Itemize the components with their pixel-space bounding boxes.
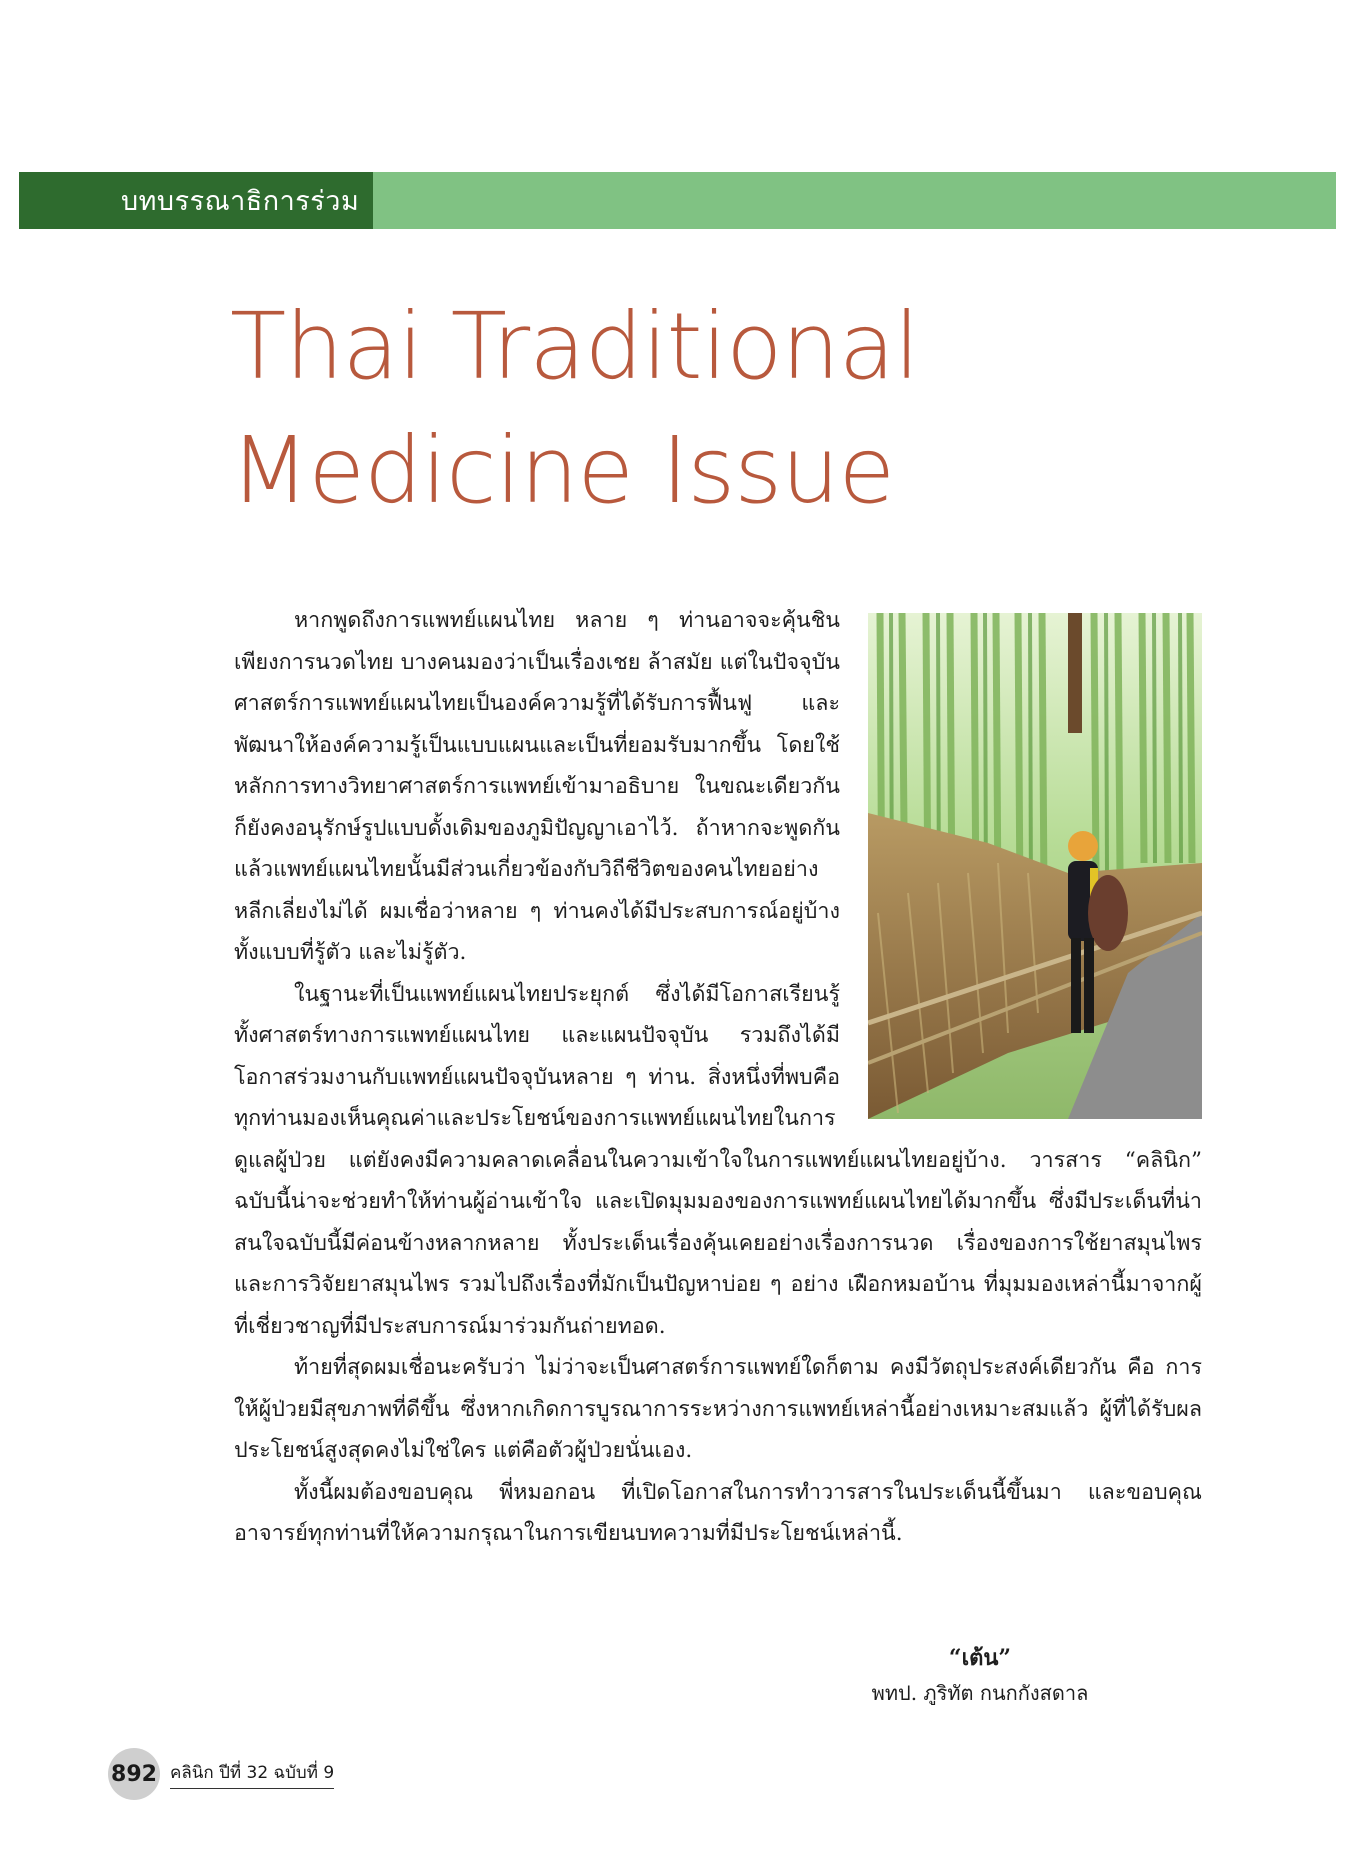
page-number: 892 xyxy=(108,1748,160,1800)
article-body xyxy=(234,600,1202,1555)
journal-info: คลินิก ปีที่ 32 ฉบับที่ 9 xyxy=(170,1759,334,1789)
section-header-bar xyxy=(19,172,1336,229)
article-paragraph: ในฐานะที่เป็นแพทย์แผนไทยประยุกต์ ซึ่งได้มีโอกาสเรียนรู้ทั้งศาสตร์ทางการแพทย์แผนไทย และแผนปัจจุบัน รวมถึงได้มีโอกาสร่วมงานกับแพทย์แผนปัจจุบันหลาย ๆ ท่าน. สิ่งหนึ่งที่พบคือ ทุกท่านมองเห็นคุณค่าและประโยชน์ของการแพทย์แผนไทยในการดูแลผู้ป่วย แต่ยังคงมีความคลาดเคลื่อนในความเข้าใจในการแพทย์แผนไทยอยู่บ้าง. วารสาร “คลินิก” ฉบับนี้น่าจะช่วยทำให้ท่านผู้อ่านเข้าใจ และเปิดมุมมองของการแพทย์แผนไทยได้มากขึ้น ซึ่งมีประเด็นที่น่าสนใจฉบับนี้มีค่อนข้างหลากหลาย ทั้งประเด็นเรื่องคุ้นเคยอย่างเรื่องการนวด เรื่องของการใช้ยาสมุนไพรและการวิจัยยาสมุนไพร รวมไปถึงเรื่องที่มักเป็นปัญหาบ่อย ๆ อย่าง เฝือกหมอบ้าน ที่มุมมองเหล่านี้มาจากผู้ที่เชี่ยวชาญที่มีประสบการณ์มาร่วมกันถ่ายทอด. xyxy=(234,981,1202,1339)
article-paragraph: หากพูดถึงการแพทย์แผนไทย หลาย ๆ ท่านอาจจะคุ้นชินเพียงการนวดไทย บางคนมองว่าเป็นเรื่องเชย ล้าสมัย แต่ในปัจจุบันศาสตร์การแพทย์แผนไทยเป็นองค์ความรู้ที่ได้รับการฟื้นฟู และพัฒนาให้องค์ความรู้เป็นแบบแผนและเป็นที่ยอมรับมากขึ้น โดยใช้หลักการทางวิทยาศาสตร์การแพทย์เข้ามาอธิบาย ในขณะเดียวกันก็ยังคงอนุรักษ์รูปแบบดั้งเดิมของภูมิปัญญาเอาไว้. ถ้าหากจะพูดกันแล้วแพทย์แผนไทยนั้นมีส่วนเกี่ยวข้องกับวิถีชีวิตของคนไทยอย่างหลีกเลี่ยงไม่ได้ ผมเชื่อว่าหลาย ๆ ท่านคงได้มีประสบการณ์อยู่บ้าง ทั้งแบบที่รู้ตัว และไม่รู้ตัว. xyxy=(234,608,840,965)
signature-block xyxy=(870,1640,1090,1710)
article-title xyxy=(230,285,990,533)
article-title-line1: Thai Traditional xyxy=(230,293,919,400)
bamboo-forest-photo xyxy=(868,613,1202,1119)
bamboo-forest-image xyxy=(868,613,1202,1119)
page-footer xyxy=(108,1748,334,1800)
article-paragraph: ท้ายที่สุดผมเชื่อนะครับว่า ไม่ว่าจะเป็นศาสตร์การแพทย์ใดก็ตาม คงมีวัตถุประสงค์เดียวกัน คือ การให้ผู้ป่วยมีสุขภาพที่ดีขึ้น ซึ่งหากเกิดการบูรณาการระหว่างการแพทย์เหล่านี้อย่างเหมาะสมแล้ว ผู้ที่ได้รับผลประโยชน์สูงสุดคงไม่ใช่ใคร แต่คือตัวผู้ป่วยนั่นเอง. xyxy=(234,1355,1202,1463)
article-title-line2: Medicine Issue xyxy=(230,417,895,524)
author-name: พทป. ภูริทัต กนกกังสดาล xyxy=(871,1681,1089,1705)
author-nickname: “เต้น” xyxy=(948,1645,1012,1671)
article-paragraph: ทั้งนี้ผมต้องขอบคุณ พี่หมอกอน ที่เปิดโอกาสในการทำวารสารในประเด็นนี้ขึ้นมา และขอบคุณอาจารย์ทุกท่านที่ให้ความกรุณาในการเขียนบทความที่มีประโยชน์เหล่านี้. xyxy=(234,1479,1202,1546)
section-label: บทบรรณาธิการร่วม xyxy=(19,172,373,229)
